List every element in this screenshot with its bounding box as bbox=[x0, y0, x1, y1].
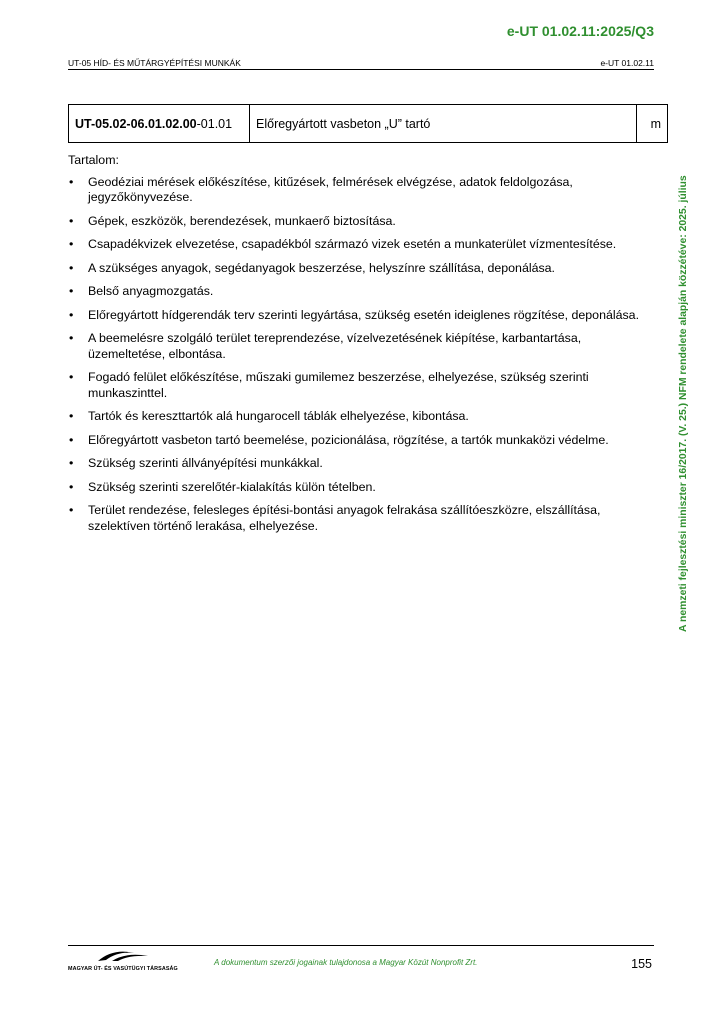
list-item-text: Belső anyagmozgatás. bbox=[88, 284, 214, 298]
list-item bbox=[68, 331, 658, 362]
list-item-text: Szükség szerinti szerelőtér-kialakítás külön tételben. bbox=[88, 479, 376, 494]
list-item bbox=[68, 433, 658, 449]
page-number: 155 bbox=[631, 957, 652, 971]
list-item bbox=[68, 261, 658, 277]
header-divider bbox=[68, 69, 654, 70]
list-item bbox=[68, 503, 658, 534]
bullet-icon: • bbox=[69, 456, 74, 470]
item-code-suffix: -01.01 bbox=[196, 116, 233, 131]
bullet-icon: • bbox=[69, 409, 74, 423]
item-unit-cell: m bbox=[637, 105, 668, 143]
content-label: Tartalom: bbox=[68, 153, 119, 167]
item-name-cell: Előregyártott vasbeton „U” tartó bbox=[250, 105, 637, 143]
item-code-cell bbox=[69, 105, 250, 143]
list-item-text: A beemelésre szolgáló terület tereprendezése, vízelvezetésének kiépítése, karbantartása, üzemeltetése, elbontása. bbox=[88, 331, 582, 361]
list-item bbox=[68, 284, 658, 300]
list-item-text: Fogadó felület előkészítése, műszaki gumilemez beszerzése, elhelyezése, szükség szerinti munkaszinttel. bbox=[88, 370, 589, 400]
list-item bbox=[68, 308, 658, 324]
list-item bbox=[68, 237, 658, 253]
section-title: UT-05 HÍD- ÉS MŰTÁRGYÉPÍTÉSI MUNKÁK bbox=[68, 58, 241, 68]
list-item-text: Előregyártott vasbeton tartó beemelése, pozicionálása, rögzítése, a tartók munkaközi védelme. bbox=[88, 432, 609, 447]
copyright-note: A dokumentum szerzői jogainak tulajdonosa a Magyar Közút Nonprofit Zrt. bbox=[214, 958, 478, 967]
bullet-icon: • bbox=[69, 370, 74, 384]
bullet-icon: • bbox=[69, 479, 74, 494]
logo-swoosh-icon bbox=[68, 948, 160, 964]
list-item bbox=[68, 214, 658, 230]
list-item-text: Szükség szerinti állványépítési munkákkal. bbox=[88, 456, 323, 470]
document-reference: e-UT 01.02.11 bbox=[600, 58, 654, 68]
content-list bbox=[68, 175, 658, 535]
logo-text: MAGYAR ÚT- ÉS VASÚTÜGYI TÁRSASÁG bbox=[68, 966, 178, 972]
bullet-icon: • bbox=[69, 503, 74, 517]
footer-divider bbox=[68, 945, 654, 946]
publication-note: A nemzeti fejlesztési miniszter 16/2017. (V. 25.) NFM rendelete alapján közzétéve: 2025. július bbox=[678, 175, 689, 632]
bullet-icon: • bbox=[69, 174, 74, 189]
list-item bbox=[68, 409, 658, 425]
bullet-icon: • bbox=[69, 307, 74, 322]
list-item-text: Geodéziai mérések előkészítése, kitűzések, felmérések elvégzése, adatok feldolgozása, jegyzőkönyvezése. bbox=[88, 174, 573, 204]
list-item bbox=[68, 480, 658, 496]
list-item-text: Tartók és kereszttartók alá hungarocell táblák elhelyezése, kibontása. bbox=[88, 409, 469, 423]
bullet-icon: • bbox=[69, 284, 74, 298]
list-item-text: Gépek, eszközök, berendezések, munkaerő biztosítása. bbox=[88, 213, 396, 228]
list-item bbox=[68, 370, 658, 401]
list-item-text: Csapadékvizek elvezetése, csapadékból származó vizek esetén a munkaterület vízmentesítése. bbox=[88, 237, 617, 251]
society-logo bbox=[68, 948, 178, 972]
item-code-bold: UT-05.02-06.01.02.00 bbox=[75, 116, 197, 131]
bullet-icon: • bbox=[69, 432, 74, 447]
list-item-text: A szükséges anyagok, segédanyagok beszerzése, helyszínre szállítása, deponálása. bbox=[88, 260, 556, 275]
list-item bbox=[68, 456, 658, 472]
bullet-icon: • bbox=[69, 237, 74, 251]
item-table bbox=[68, 104, 668, 143]
bullet-icon: • bbox=[69, 260, 74, 275]
bullet-icon: • bbox=[69, 213, 74, 228]
bullet-icon: • bbox=[69, 331, 74, 345]
item-row bbox=[69, 105, 668, 143]
list-item-text: Terület rendezése, felesleges építési-bontási anyagok felrakása szállítóeszközre, elszállítása, szelektíven történő lerakása, elhelyezése. bbox=[88, 503, 601, 533]
content-section bbox=[68, 153, 658, 542]
document-code: e-UT 01.02.11:2025/Q3 bbox=[506, 23, 654, 39]
list-item-text: Előregyártott hídgerendák terv szerinti legyártása, szükség esetén ideiglenes rögzítése, deponálása. bbox=[88, 307, 640, 322]
list-item bbox=[68, 175, 658, 206]
